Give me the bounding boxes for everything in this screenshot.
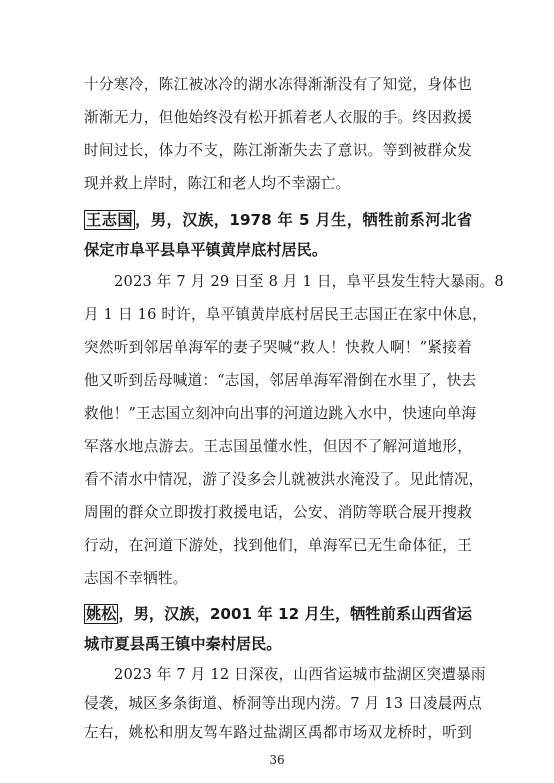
page-number: 36: [269, 753, 285, 767]
heading-text: ，男，汉族，2001 年 12 月生，牺牲前系山西省运: [118, 605, 472, 623]
body-text-line: 月 1 日 16 时许，阜平镇黄岸底村居民王志国正在家中休息，: [84, 306, 487, 323]
body-text-line: 救他！”王志国立刻冲向出事的河道边跳入水中，快速向单海: [84, 405, 477, 422]
body-text-line: 看不清水中情况，游了没多会儿就被洪水淹没了。见此情况，: [84, 471, 484, 488]
body-text-line: 2023 年 7 月 12 日深夜，山西省运城市盐湖区突遭暴雨: [114, 666, 486, 683]
section-heading-wang-zhiguo: [84, 209, 472, 231]
body-text-line: 左右，姚松和朋友驾车路过盐湖区禹都市场双龙桥时，听到: [84, 724, 472, 741]
body-text-line: 现并救上岸时，陈江和老人均不幸溺亡。: [84, 175, 351, 192]
body-text-line: 他又听到岳母喊道：“志国，邻居单海军滑倒在水里了，快去: [84, 372, 477, 389]
body-text-line: 周围的群众立即拨打救援电话，公安、消防等联合展开搜救: [84, 504, 472, 521]
section-heading-line: 城市夏县禹王镇中秦村居民。: [84, 635, 282, 653]
body-text-line: 十分寒冷，陈江被冰冷的湖水冻得渐渐没有了知觉，身体也: [84, 76, 472, 93]
body-text-line: 突然听到邻居单海军的妻子哭喊“救人！快救人啊！”紧接着: [84, 339, 472, 356]
body-text-line: 渐渐无力，但他始终没有松开抓着老人衣服的手。终因救援: [84, 109, 472, 126]
body-text-line: 时间过长，体力不支，陈江渐渐失去了意识。等到被群众发: [84, 142, 472, 159]
section-heading-yao-song: [84, 603, 472, 625]
body-text-line: 志国不幸牺牲。: [84, 570, 188, 587]
body-text-line: 行动，在河道下游处，找到他们，单海军已无生命体征，王: [84, 537, 472, 554]
body-text-line: 侵袭，城区多条街道、桥洞等出现内涝。7 月 13 日凌晨两点: [84, 695, 483, 712]
person-name-box: 姚松: [86, 605, 117, 623]
person-name-box: 王志国: [86, 211, 134, 229]
heading-text: ，男，汉族，1978 年 5 月生，牺牲前系河北省: [135, 211, 473, 229]
body-text-line: 2023 年 7 月 29 日至 8 月 1 日，阜平县发生特大暴雨。8: [114, 273, 504, 290]
section-heading-line: 保定市阜平县阜平镇黄岸底村居民。: [84, 241, 327, 259]
body-text-line: 军落水地点游去。王志国虽懂水性，但因不了解河道地形，: [84, 438, 472, 455]
